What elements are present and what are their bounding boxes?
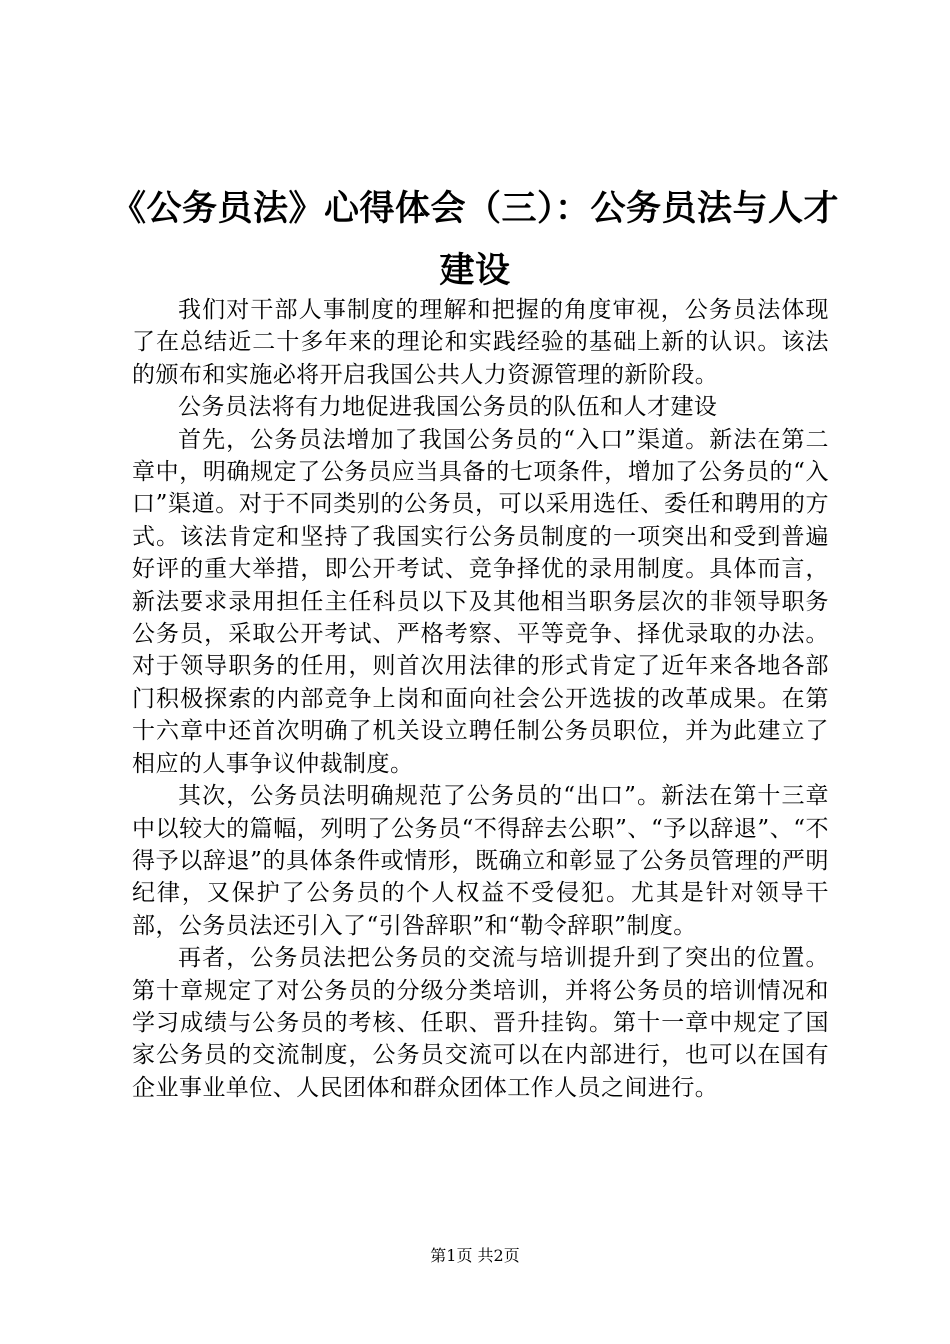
document-body <box>132 294 829 1104</box>
paragraph: 首先，公务员法增加了我国公务员的“入口”渠道。新法在第二章中，明确规定了公务员应当具备的七项条件，增加了公务员的“入口”渠道。对于不同类别的公务员，可以采用选任、委任和聘用的方式。该法肯定和坚持了我国实行公务员制度的一项突出和受到普遍好评的重大举措，即公开考试、竞争择优的录用制度。具体而言，新法要求录用担任主任科员以下及其他相当职务层次的非领导职务公务员，采取公开考试、严格考察、平等竞争、择优录取的办法。对于领导职务的任用，则首次用法律的形式肯定了近年来各地各部门积极探索的内部竞争上岗和面向社会公开选拔的改革成果。在第十六章中还首次明确了机关设立聘任制公务员职位，并为此建立了相应的人事争议仲裁制度。 <box>132 426 829 777</box>
document-title: 《公务员法》心得体会（三）：公务员法与人才建设 <box>110 189 839 291</box>
page-number-footer: 第1页 共2页 <box>430 1246 520 1265</box>
paragraph: 公务员法将有力地促进我国公务员的队伍和人才建设 <box>178 394 718 421</box>
paragraph: 我们对干部人事制度的理解和把握的角度审视，公务员法体现了在总结近二十多年来的理论和实践经验的基础上新的认识。该法的颁布和实施必将开启我国公共人力资源管理的新阶段。 <box>132 297 829 388</box>
paragraph: 其次，公务员法明确规范了公务员的“出口”。新法在第十三章中以较大的篇幅，列明了公务员“不得辞去公职”、“予以辞退”、“不得予以辞退”的具体条件或情形，既确立和彰显了公务员管理的严明纪律，又保护了公务员的个人权益不受侵犯。尤其是针对领导干部，公务员法还引入了“引咎辞职”和“勒令辞职”制度。 <box>132 783 829 939</box>
paragraph: 再者，公务员法把公务员的交流与培训提升到了突出的位置。第十章规定了对公务员的分级分类培训，并将公务员的培训情况和学习成绩与公务员的考核、任职、晋升挂钩。第十一章中规定了国家公务员的交流制度，公务员交流可以在内部进行，也可以在国有企业事业单位、人民团体和群众团体工作人员之间进行。 <box>132 945 829 1101</box>
